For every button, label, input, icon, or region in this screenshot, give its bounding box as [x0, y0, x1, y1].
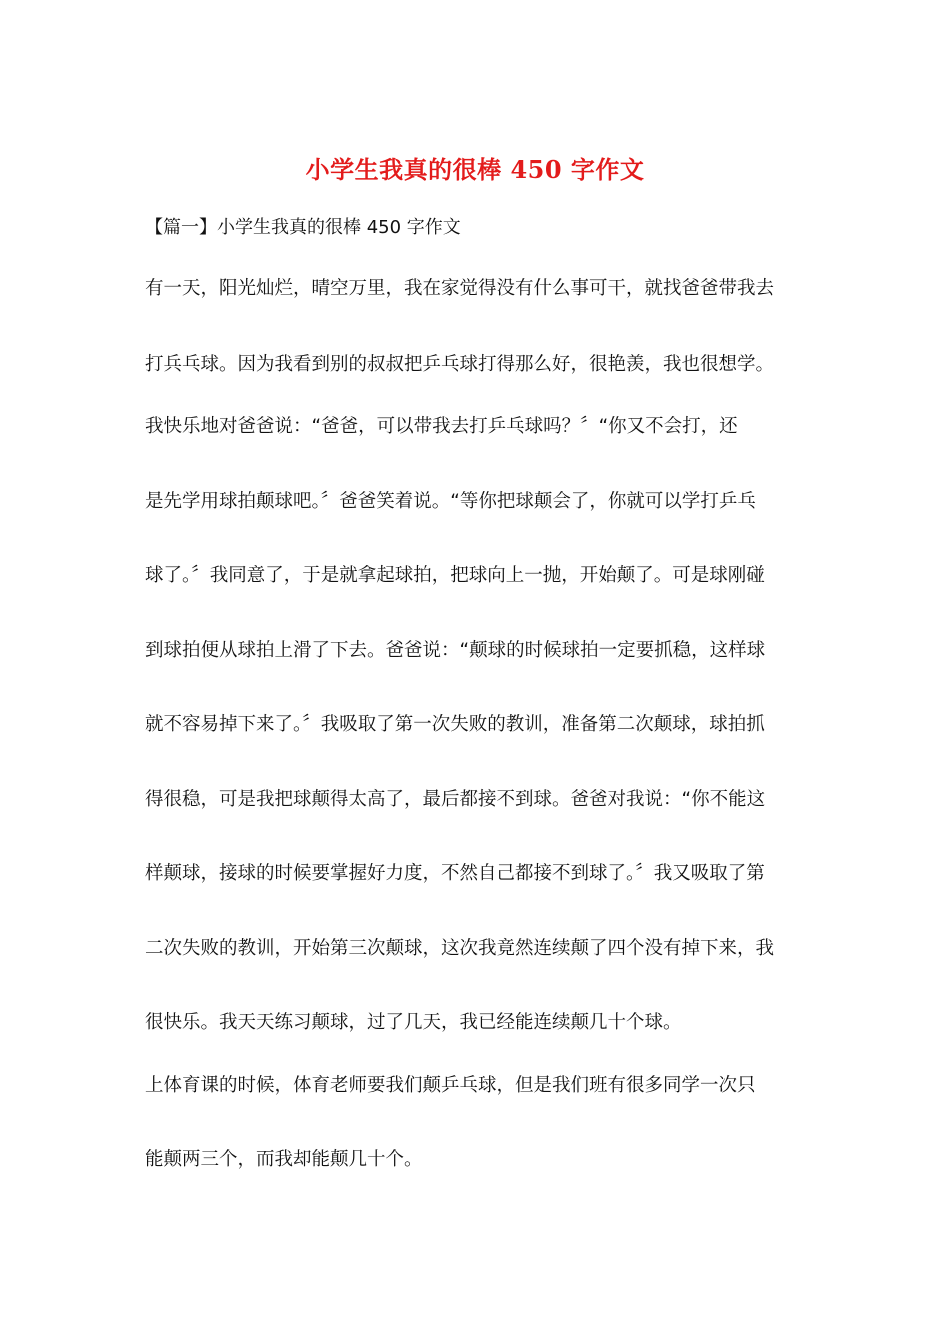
section-heading: 【篇一】小学生我真的很棒 450 字作文: [145, 217, 461, 238]
text-line: 很快乐。我天天练习颠球，过了几天，我已经能连续颠几十个球。: [145, 1012, 682, 1033]
text-line: 能颠两三个，而我却能颠几十个。: [145, 1149, 423, 1170]
text-line: 得很稳，可是我把球颠得太高了，最后都接不到球。爸爸对我说：“你不能这: [145, 789, 766, 810]
text-line: 样颠球，接球的时候要掌握好力度，不然自己都接不到球了。〞我又吸取了第: [145, 863, 765, 884]
text-line: 打兵乓球。因为我看到别的叔叔把乒乓球打得那么好，很艳羡，我也很想学。: [145, 354, 775, 375]
text-line: 我快乐地对爸爸说：“爸爸，可以带我去打乒乓球吗？〞“你又不会打，还: [145, 416, 738, 437]
text-line: 球了。〞我同意了，于是就拿起球拍，把球向上一抛，开始颠了。可是球刚碰: [145, 565, 765, 586]
text-line: 到球拍便从球拍上滑了下去。爸爸说：“颠球的时候球拍一定要抓稳，这样球: [145, 640, 766, 661]
page-title: 小学生我真的很棒 450 字作文: [305, 155, 645, 184]
text-line: 有一天，阳光灿烂，晴空万里，我在家觉得没有什么事可干，就找爸爸带我去: [145, 278, 775, 299]
text-line: 二次失败的教训，开始第三次颠球，这次我竟然连续颠了四个没有掉下来，我: [145, 938, 775, 959]
text-line: 上体育课的时候，体育老师要我们颠乒乓球，但是我们班有很多同学一次只: [145, 1075, 756, 1096]
text-line: 是先学用球拍颠球吧。〞爸爸笑着说。“等你把球颠会了，你就可以学打乒乓: [145, 491, 756, 512]
text-line: 就不容易掉下来了。〞我吸取了第一次失败的教训，准备第二次颠球，球拍抓: [145, 714, 765, 735]
